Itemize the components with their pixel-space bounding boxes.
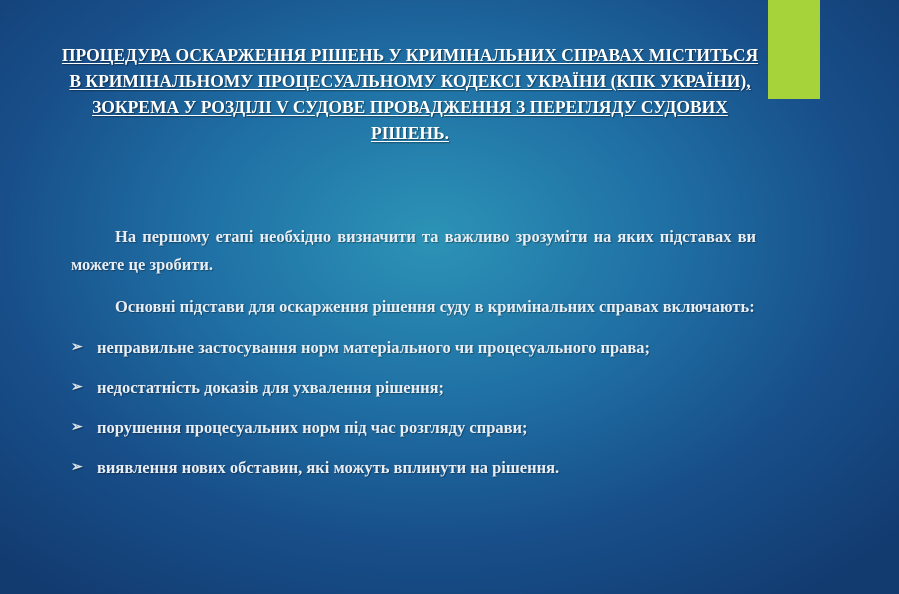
- list-item-text: неправильне застосування норм матеріального чи процесуального права;: [97, 338, 651, 357]
- grounds-paragraph: Основні підстави для оскарження рішення суду в кримінальних справах включають:: [115, 297, 755, 316]
- list-item: [71, 375, 756, 401]
- grounds-list: [71, 335, 756, 481]
- slide-title: ПРОЦЕДУРА ОСКАРЖЕННЯ РІШЕНЬ У КРИМІНАЛЬНИХ СПРАВАХ МІСТИТЬСЯ В КРИМІНАЛЬНОМУ ПРОЦЕСУАЛЬНОМУ КОДЕКСІ УКРАЇНИ (КПК УКРАЇНИ), ЗОКРЕМА У РОЗДІЛІ V СУДОВЕ ПРОВАДЖЕННЯ З ПЕРЕГЛЯДУ СУДОВИХ РІШЕНЬ.: [61, 45, 759, 143]
- arrowhead-bullet-icon: ➢: [71, 420, 83, 435]
- list-item-text: недостатність доказів для ухвалення рішення;: [97, 378, 445, 397]
- arrowhead-bullet-icon: ➢: [71, 460, 83, 475]
- arrowhead-bullet-icon: ➢: [71, 340, 83, 355]
- list-item-text: виявлення нових обставин, які можуть вплинути на рішення.: [97, 458, 560, 477]
- list-item: [71, 455, 756, 481]
- arrowhead-bullet-icon: ➢: [71, 380, 83, 395]
- slide-body: [71, 223, 756, 495]
- list-item: [71, 415, 756, 441]
- list-item: [71, 335, 756, 361]
- accent-bar: [768, 0, 820, 99]
- list-item-text: порушення процесуальних норм під час розгляду справи;: [97, 418, 528, 437]
- intro-paragraph: На першому етапі необхідно визначити та важливо зрозуміти на яких підставах ви можете це зробити.: [71, 227, 756, 274]
